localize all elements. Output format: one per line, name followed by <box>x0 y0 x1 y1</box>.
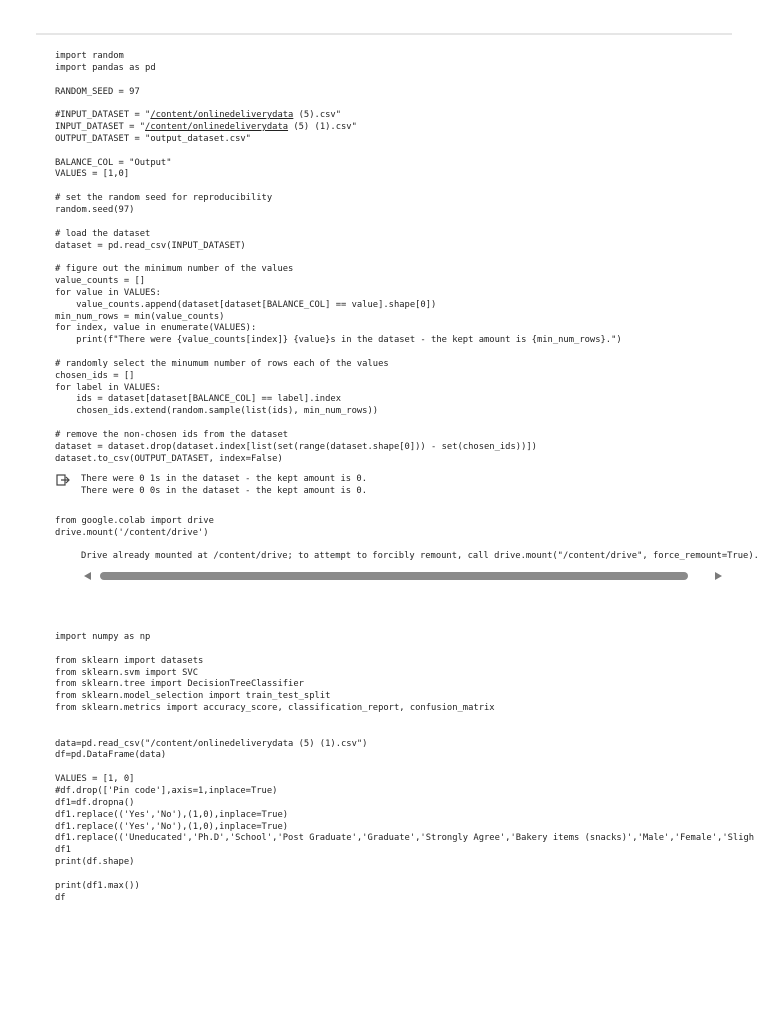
cell-divider <box>36 33 732 35</box>
cell-output: There were 0 1s in the dataset - the kept amount is 0. There were 0 0s in the dataset - the kept amount is 0. <box>81 474 367 496</box>
output-arrow-icon[interactable] <box>55 474 71 488</box>
scrollbar-thumb[interactable] <box>100 572 688 580</box>
scroll-right-icon[interactable] <box>715 572 722 580</box>
code-cell-balance-dataset[interactable] <box>55 51 622 466</box>
code-text: (5).csv" INPUT_DATASET = " <box>55 110 342 133</box>
scroll-left-icon[interactable] <box>84 572 91 580</box>
horizontal-scrollbar[interactable] <box>84 570 724 582</box>
code-text: (5) (1).csv" OUTPUT_DATASET = "output_dataset.csv" BALANCE_COL = "Output" VALUES = [1,0] # set the random seed for reproducibility random.seed(97) # load the dataset dataset = pd.read_csv(INPUT_DATASET) # figure out the minimum number of the values value_counts = [] for value in VALUES: value_counts.append(dataset[dataset[BALANCE_COL] == value].shape[0]) min_num_rows = min(value_counts) for index, value in enumerate(VALUES): print(f"There were {value_counts[index]} {value}s in the dataset - the kept amount is {min_num_rows}.") # randomly select the minumum number of rows each of the values chosen_ids = [] for label in VALUES: ids = dataset[dataset[BALANCE_COL] == label].index chosen_ids.extend(random.sample(list(ids), min_num_rows)) # remove the non-chosen ids from the dataset dataset = dataset.drop(dataset.index[list(set(range(dataset.shape[0])) - set(chosen_ids))]) dataset.to_csv(OUTPUT_DATASET, index=False) <box>55 122 622 464</box>
cell-output: Drive already mounted at /content/drive; to attempt to forcibly remount, call drive.mount("/content/drive", force_remount=True). <box>81 551 759 561</box>
code-text: import random import pandas as pd RANDOM_SEED = 97 #INPUT_DATASET = " <box>55 51 156 121</box>
code-cell-sklearn[interactable]: import numpy as np from sklearn import datasets from sklearn.svm import SVC from sklearn.tree import DecisionTreeClassifier from sklearn.model_selection import train_test_split from sklearn.metrics import accuracy_score, classification_report, confusion_matrix data=pd.read_csv("/content/onlinedeliverydata (5) (1).csv") df=pd.DataFrame(data) VALUES = [1, 0] #df.drop(['Pin code'],axis=1,inplace=True) df1=df.dropna() df1.replace(('Yes','No'),(1,0),inplace=True) df1.replace(('Yes','No'),(1,0),inplace=True) df1.replace(('Uneducated','Ph.D','School','Post Graduate','Graduate','Strongly Agree','Bakery items (snacks)','Male','Female','Sligh df1 print(df.shape) print(df1.max()) df <box>55 632 755 903</box>
code-cell-drive-mount[interactable]: from google.colab import drive drive.mount('/content/drive') <box>55 516 214 538</box>
path-link[interactable]: /content/onlinedeliverydata <box>150 110 294 121</box>
path-link[interactable]: /content/onlinedeliverydata <box>145 122 289 133</box>
